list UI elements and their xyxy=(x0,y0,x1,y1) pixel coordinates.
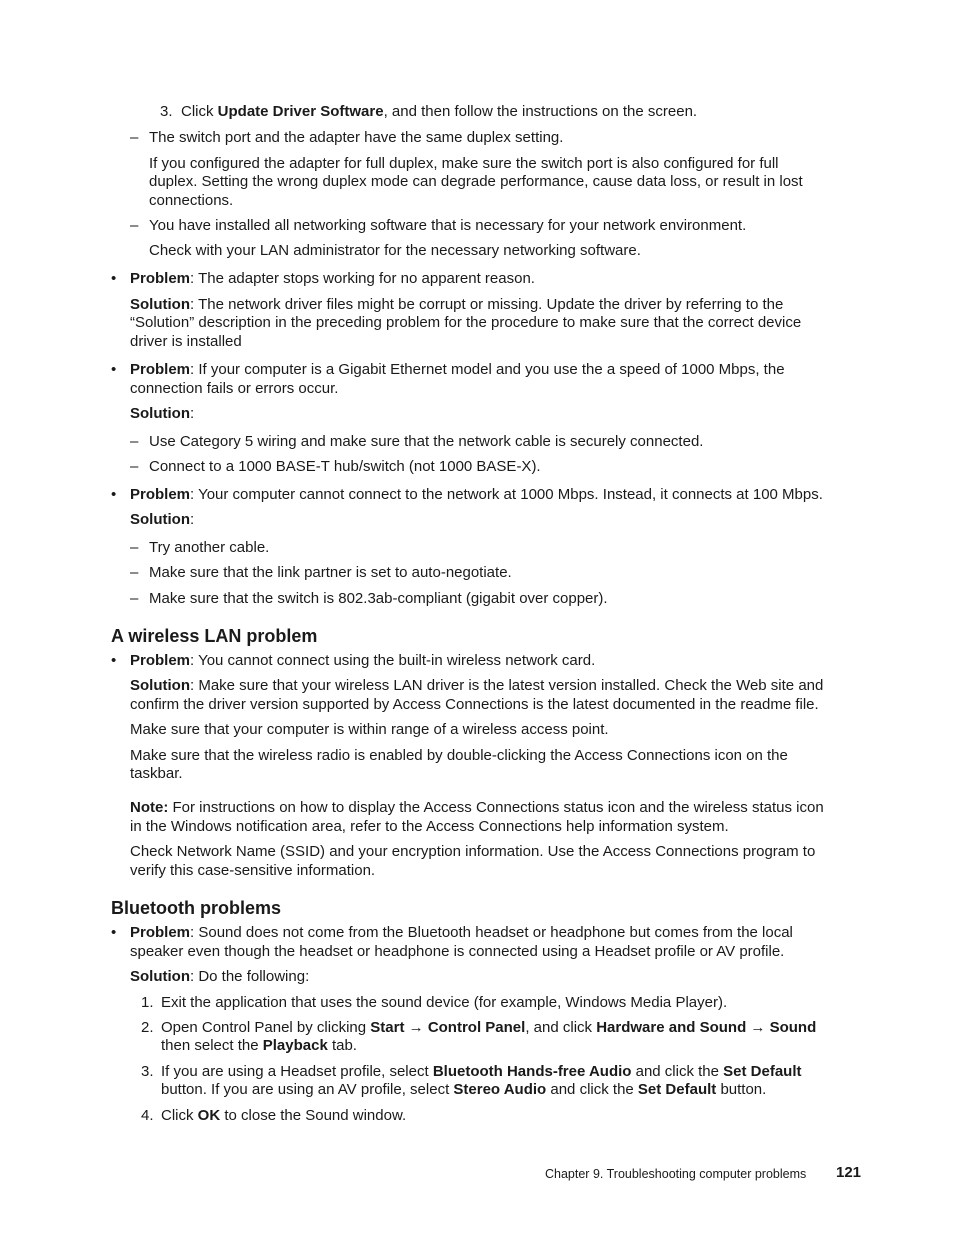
arrow-icon: → xyxy=(746,1019,770,1036)
problem-label: Problem xyxy=(130,652,191,669)
footer-chapter: Chapter 9. Troubleshooting computer problems xyxy=(545,1167,807,1181)
solution-item: Make sure that the link partner is set to auto-negotiate. xyxy=(149,564,512,581)
step-number: 2. xyxy=(141,1019,154,1036)
solution-label: Solution xyxy=(130,968,190,985)
paragraph: verify this case-sensitive information. xyxy=(130,862,376,879)
step-text xyxy=(161,1080,766,1099)
text: to close the Sound window. xyxy=(220,1107,407,1124)
text: : The network driver files might be corrupt or missing. Update the driver by referring to the xyxy=(190,296,784,313)
solution-line xyxy=(130,676,823,695)
solution-line xyxy=(130,404,194,423)
step-text xyxy=(161,1106,406,1125)
solution-label: Solution xyxy=(130,511,190,528)
dash-marker: – xyxy=(130,590,139,607)
solution-line xyxy=(130,967,309,986)
problem-line xyxy=(130,485,823,504)
solution-label: Solution xyxy=(130,405,190,422)
text: and click the xyxy=(631,1063,724,1080)
step-text xyxy=(181,102,697,121)
text: : If your computer is a Gigabit Ethernet model and you use the a speed of 1000 Mbps, the xyxy=(190,361,785,378)
text: , and then follow the instructions on the screen. xyxy=(383,103,698,120)
playback-term: Playback xyxy=(262,1037,328,1054)
bullet-marker: • xyxy=(111,361,117,378)
step-number: 1. xyxy=(141,994,154,1011)
software-detail: Check with your LAN administrator for the necessary networking software. xyxy=(149,242,641,259)
text: button. If you are using an AV profile, select xyxy=(161,1081,454,1098)
text: : Your computer cannot connect to the network at 1000 Mbps. Instead, it connects at 100 Mbps. xyxy=(190,486,823,503)
start-term: Start xyxy=(370,1019,405,1036)
step-number: 3. xyxy=(160,103,173,120)
step-text xyxy=(161,1018,816,1037)
step-number: 4. xyxy=(141,1107,154,1124)
update-driver-software-term: Update Driver Software xyxy=(217,103,384,120)
paragraph: taskbar. xyxy=(130,765,183,782)
duplex-detail: connections. xyxy=(149,192,234,209)
bullet-marker: • xyxy=(111,486,117,503)
problem-line: connection fails or errors occur. xyxy=(130,380,339,397)
dash-marker: – xyxy=(130,217,139,234)
dash-marker: – xyxy=(130,458,139,475)
text: : Do the following: xyxy=(190,968,310,985)
paragraph: Check Network Name (SSID) and your encryption information. Use the Access Connections program to xyxy=(130,843,816,860)
step-text xyxy=(161,1036,357,1055)
set-default-term: Set Default xyxy=(637,1081,717,1098)
control-panel-term: Control Panel xyxy=(427,1019,526,1036)
solution-line: confirm the driver version supported by Access Connections is the latest documented in the readme file. xyxy=(130,696,819,713)
text: If you are using a Headset profile, select xyxy=(161,1063,433,1080)
problem-line xyxy=(130,923,793,942)
arrow-icon: → xyxy=(404,1019,428,1036)
problem-label: Problem xyxy=(130,270,191,287)
dash-marker: – xyxy=(130,433,139,450)
text: : xyxy=(190,511,195,528)
stereo-audio-term: Stereo Audio xyxy=(453,1081,547,1098)
bullet-marker: • xyxy=(111,924,117,941)
solution-item: Try another cable. xyxy=(149,539,270,556)
text: then select the xyxy=(161,1037,263,1054)
step-text xyxy=(161,1062,802,1081)
duplex-item: The switch port and the adapter have the same duplex setting. xyxy=(149,129,564,146)
text: : xyxy=(190,405,195,422)
problem-label: Problem xyxy=(130,486,191,503)
text: : The adapter stops working for no apparent reason. xyxy=(190,270,535,287)
problem-label: Problem xyxy=(130,924,191,941)
text: and click the xyxy=(546,1081,638,1098)
sound-term: Sound xyxy=(769,1019,817,1036)
duplex-detail: duplex. Setting the wrong duplex mode can degrade performance, cause data loss, or result in lost xyxy=(149,173,803,190)
solution-line xyxy=(130,295,783,314)
set-default-term: Set Default xyxy=(723,1063,802,1080)
text: tab. xyxy=(327,1037,357,1054)
problem-label: Problem xyxy=(130,361,191,378)
problem-line xyxy=(130,651,595,670)
solution-item: Use Category 5 wiring and make sure that the network cable is securely connected. xyxy=(149,433,704,450)
step-text: Exit the application that uses the sound device (for example, Windows Media Player). xyxy=(161,994,728,1011)
text: button. xyxy=(716,1081,767,1098)
software-item: You have installed all networking software that is necessary for your network environment. xyxy=(149,217,747,234)
solution-line: “Solution” description in the preceding problem for the procedure to make sure that the correct device xyxy=(130,314,802,331)
solution-item: Make sure that the switch is 802.3ab-compliant (gigabit over copper). xyxy=(149,590,608,607)
paragraph: Make sure that your computer is within range of a wireless access point. xyxy=(130,721,609,738)
text: : Make sure that your wireless LAN driver is the latest version installed. Check the Web site and xyxy=(190,677,824,694)
note-label: Note: xyxy=(130,799,169,816)
text: For instructions on how to display the Access Connections status icon and the wireless status icon xyxy=(168,799,824,816)
hardware-and-sound-term: Hardware and Sound xyxy=(596,1019,747,1036)
paragraph: Make sure that the wireless radio is enabled by double-clicking the Access Connections icon on the xyxy=(130,747,788,764)
text: Open Control Panel by clicking xyxy=(161,1019,371,1036)
step-number: 3. xyxy=(141,1063,154,1080)
dash-marker: – xyxy=(130,564,139,581)
solution-line xyxy=(130,510,194,529)
bullet-marker: • xyxy=(111,652,117,669)
solution-label: Solution xyxy=(130,677,190,694)
note-line: in the Windows notification area, refer to the Access Connections help information system. xyxy=(130,818,729,835)
solution-line: driver is installed xyxy=(130,333,242,350)
text: , and click xyxy=(525,1019,597,1036)
solution-label: Solution xyxy=(130,296,190,313)
section-heading: Bluetooth problems xyxy=(111,898,281,918)
section-heading: A wireless LAN problem xyxy=(111,626,318,646)
note-line xyxy=(130,798,824,817)
solution-item: Connect to a 1000 BASE-T hub/switch (not 1000 BASE-X). xyxy=(149,458,541,475)
text: Click xyxy=(181,103,218,120)
page-number: 121 xyxy=(836,1164,862,1181)
dash-marker: – xyxy=(130,129,139,146)
duplex-detail: If you configured the adapter for full duplex, make sure the switch port is also configured for full xyxy=(149,155,779,172)
text: Click xyxy=(161,1107,198,1124)
bullet-marker: • xyxy=(111,270,117,287)
problem-line: speaker even though the headset or headphone is connected using a Headset profile or AV profile. xyxy=(130,943,785,960)
bluetooth-hands-free-audio-term: Bluetooth Hands-free Audio xyxy=(432,1063,632,1080)
problem-line xyxy=(130,360,785,379)
text: : Sound does not come from the Bluetooth headset or headphone but comes from the local xyxy=(190,924,793,941)
problem-line xyxy=(130,269,535,288)
ok-term: OK xyxy=(197,1107,221,1124)
dash-marker: – xyxy=(130,539,139,556)
text: : You cannot connect using the built-in wireless network card. xyxy=(190,652,596,669)
